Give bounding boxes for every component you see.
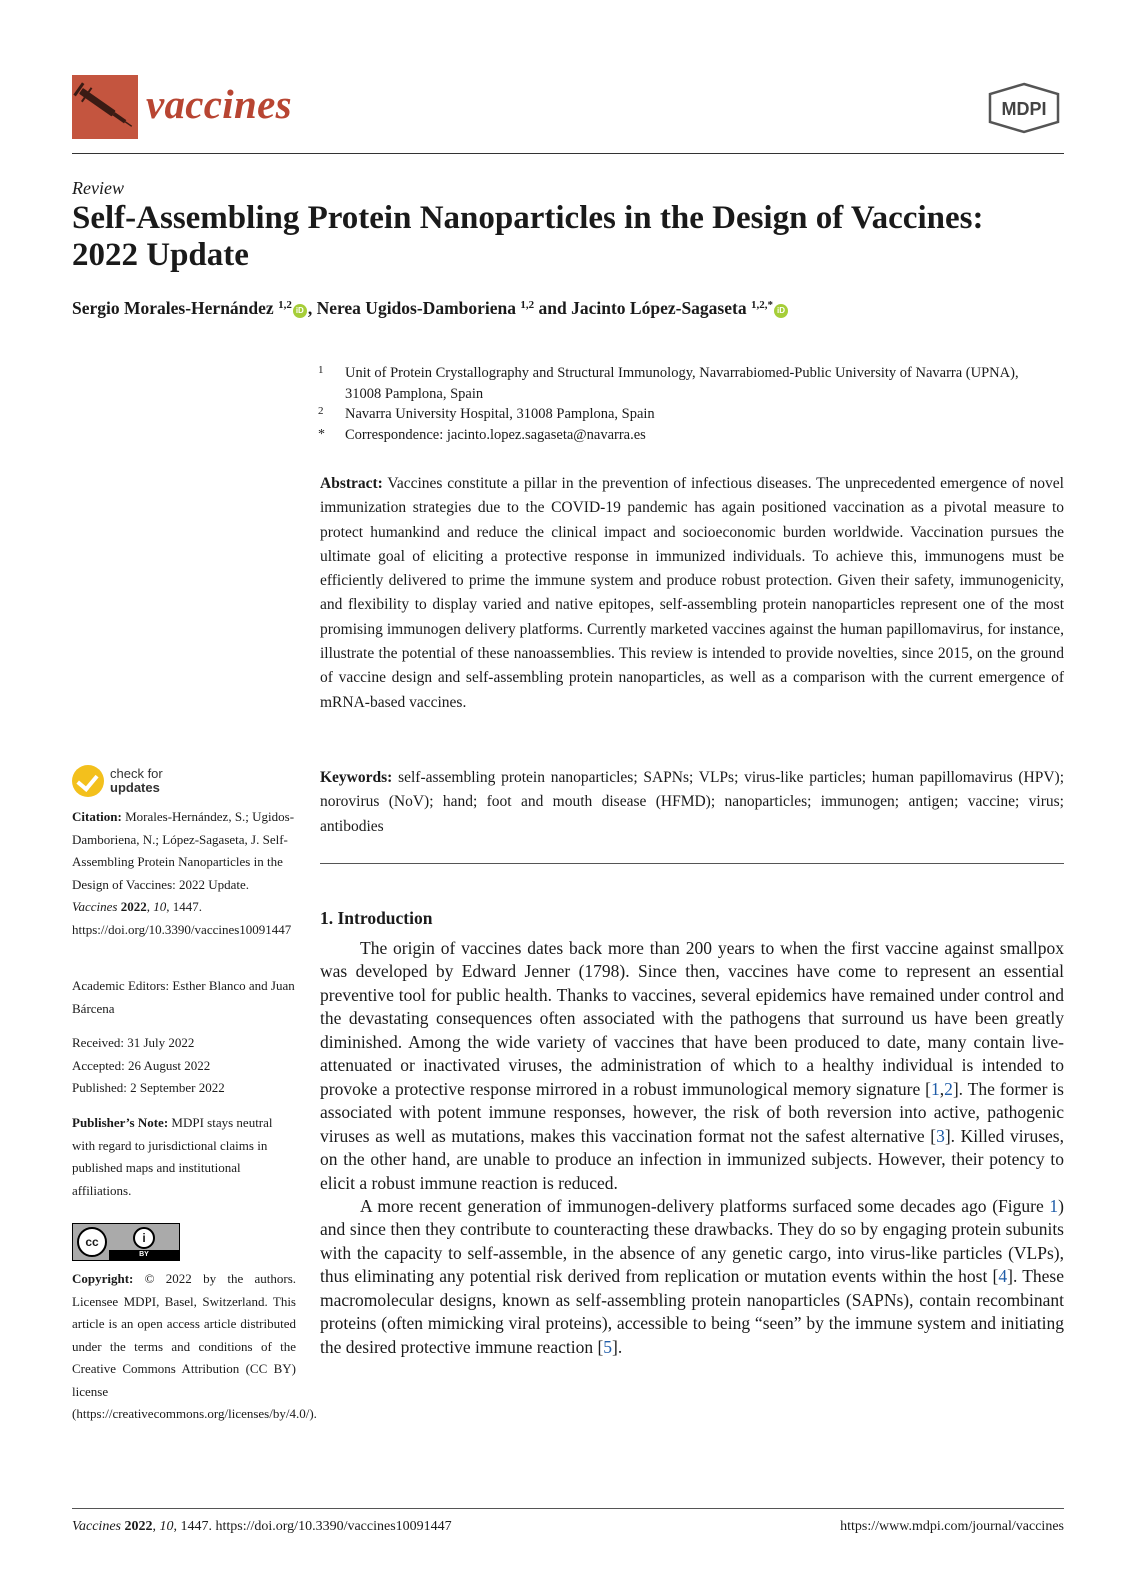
orcid-icon[interactable]: iD: [293, 304, 307, 318]
body-text: ,: [939, 1078, 945, 1099]
mdpi-logo-text: MDPI: [1001, 99, 1047, 119]
author-name: Jacinto López-Sagaseta: [571, 298, 751, 318]
abstract-label: Abstract:: [320, 475, 383, 492]
by-label: BY: [109, 1250, 179, 1260]
academic-editors: Academic Editors: Esther Blanco and Juan Bárcena: [72, 978, 295, 1016]
body-paragraph: [320, 1195, 1064, 1359]
section-divider: [320, 863, 1064, 864]
affiliation-text: Correspondence: jacinto.lopez.sagaseta@navarra.es: [345, 426, 646, 443]
citation-year: 2022: [120, 899, 147, 914]
article-type: Review: [72, 178, 124, 198]
affiliation-item: [318, 404, 1038, 425]
affiliations: [318, 363, 1038, 445]
citation-link[interactable]: 3: [936, 1125, 945, 1146]
footer-journal: Vaccines: [72, 1519, 121, 1534]
keywords: [320, 766, 1064, 839]
check-updates-line2: updates: [110, 780, 160, 795]
citation-block: Citation: Morales-Hernández, S.; Ugidos-Damboriena, N.; López-Sagaseta, J. Self-Assembling Protein Nanoparticles in the Design of Vaccines: 2022 Update. Vaccines 2022, 10, 1447. https://doi.org/10.3390/vaccines10091447: [72, 809, 295, 937]
published-date: Published: 2 September 2022: [72, 1080, 225, 1095]
accepted-date: Accepted: 26 August 2022: [72, 1057, 211, 1073]
article-title: Self-Assembling Protein Nanoparticles in the Design of Vaccines: 2022 Update: [72, 200, 984, 273]
citation-link[interactable]: 1: [930, 1078, 940, 1099]
journal-name: vaccines: [146, 81, 292, 127]
note-label: Publisher’s Note:: [72, 1115, 169, 1130]
note-text: MDPI stays neutral with regard to jurisdictional claims in published maps and institutional affiliations.: [72, 1115, 273, 1198]
footer-doi-link[interactable]: , 1447. https://doi.org/10.3390/vaccines10091447: [173, 1519, 452, 1534]
copyright-label: Copyright:: [72, 1271, 134, 1286]
body-text: ]. These macromolecular designs, known as self-assembling protein nanoparticles (SAPNs), contain recombinant proteins (often mimicking viral proteins), accessible to being “seen” by the immune system and initiating the desired protective immune reaction [: [320, 1266, 1064, 1357]
mdpi-logo[interactable]: [986, 82, 1062, 134]
citation-link[interactable]: 1: [1049, 1195, 1059, 1216]
author-name: Sergio Morales-Hernández: [72, 298, 279, 318]
creative-commons-icon: cc: [77, 1227, 107, 1257]
body-text: A more recent generation of immunogen-delivery platforms surfaced some decades ago (Figure: [360, 1195, 1050, 1216]
author-affiliation-mark: 1,2,*: [750, 299, 773, 311]
author-separator: ,: [307, 298, 317, 318]
citation-doi[interactable]: , 1447. https://doi.org/10.3390/vaccines10091447: [72, 899, 292, 937]
copyright-text: © 2022 by the authors. Licensee MDPI, Basel, Switzerland. This article is an open access article distributed under the terms and conditions of the Creative Commons Attribution (CC BY) license (https://creativecommons.org/licenses/by/4.0/).: [72, 1271, 317, 1421]
citation-link[interactable]: 5: [603, 1336, 613, 1357]
checkmark-icon: [72, 765, 104, 797]
citation-text: Morales-Hernández, S.; Ugidos-Damboriena, N.; López-Sagaseta, J. Self-Assembling Protein Nanoparticles in the Design of Vaccines: 2022 Update.: [72, 809, 295, 892]
footer-journal-url[interactable]: https://www.mdpi.com/journal/vaccines: [840, 1519, 1064, 1534]
author-list: [72, 298, 789, 319]
citation-label: Citation:: [72, 809, 122, 824]
footer-citation: Vaccines 2022, 10, 1447. https://doi.org/10.3390/vaccines10091447: [72, 1519, 452, 1534]
affiliation-item: [318, 363, 1038, 404]
introduction-body: [320, 937, 1064, 1359]
affiliation-marker: 2: [318, 405, 324, 417]
author-separator: and: [534, 298, 572, 318]
keywords-label: Keywords:: [320, 769, 393, 786]
abstract-text: Vaccines constitute a pillar in the prevention of infectious diseases. The unprecedented emergence of novel immunization strategies due to the COVID-19 pandemic has again positioned vaccination as a pivotal measure to protect humankind and reduce the clinical impact and socioeconomic burden worldwide. Vaccination pursues the ultimate goal of eliciting a protective response in immunized individuals. To achieve this, immunogens must be efficiently delivered to prime the immune system and produce robust protection. Given their safety, immunogenicity, and flexibility to display varied and native epitopes, self-assembling protein nanoparticles represent one of the most promising immunogen delivery platforms. Currently marketed vaccines against the human papillomavirus, for instance, illustrate the potential of these nanoassemblies. This review is intended to provide novelties, since 2015, on the ground of vaccine design and self-assembling protein nanoparticles, as well as a comparison with the current emergence of mRNA-based vaccines.: [320, 475, 1064, 711]
citation-volume: 10: [153, 899, 167, 914]
cc-by-license-badge[interactable]: [72, 1223, 180, 1261]
header-divider: [72, 153, 1064, 154]
citation-link[interactable]: 4: [998, 1266, 1008, 1287]
affiliation-item: [318, 425, 1038, 446]
body-paragraph: [320, 937, 1064, 1195]
body-text: ]. Killed viruses, on the other hand, are unable to produce an infection in immunized subjects. However, their potency to elicit a robust immune reaction is reduced.: [320, 1125, 1064, 1193]
footer-volume: 10: [159, 1519, 174, 1534]
affiliation-text: Unit of Protein Crystallography and Structural Immunology, Navarrabiomed-Public University of Navarra (UPNA), 31008 Pamplona, Spain: [345, 365, 1019, 402]
author-name: Nerea Ugidos-Damboriena: [316, 298, 521, 318]
author-affiliation-mark: 1,2: [520, 299, 535, 311]
section-heading: 1. Introduction: [320, 908, 433, 928]
author-affiliation-mark: 1,2: [278, 299, 292, 311]
orcid-icon[interactable]: iD: [774, 304, 788, 318]
abstract: [320, 472, 1064, 715]
body-text: ].: [612, 1336, 623, 1357]
footer-year: 2022: [124, 1519, 153, 1534]
publication-dates: [72, 1032, 296, 1100]
citation-link[interactable]: 2: [944, 1078, 953, 1099]
body-text: ]. The former is associated with potent immune responses, however, the risk of both reversion into active, pathogenic viruses as well as mutations, makes this vaccination format not the safest alternative [: [320, 1078, 1064, 1146]
affiliation-text: Navarra University Hospital, 31008 Pamplona, Spain: [345, 406, 655, 422]
copyright-block: [72, 1268, 317, 1426]
check-updates-line1: check for: [110, 766, 163, 781]
body-text: The origin of vaccines dates back more than 200 years to when the first vaccine against smallpox was developed by Edward Jenner (1798). Since then, vaccines have come to represent an essential preventive tool for public health. Thanks to vaccines, several epidemics have remained under control and the devastating consequences often associated with the pathogens that surround us have been greatly diminished. Among the wide variety of vaccines that have been produced to date, many contain live-attenuated or inactivated viruses, the administration of which to a healthy individual is intended to provoke a protective response mirrored in a robust immunological memory signature [: [320, 938, 1064, 1099]
syringe-icon: [72, 75, 138, 139]
check-for-updates-badge[interactable]: [72, 765, 212, 805]
citation-journal: Vaccines: [72, 899, 118, 914]
keywords-text: self-assembling protein nanoparticles; SAPNs; VLPs; virus-like particles; human papillomavirus (HPV); norovirus (NoV); hand; foot and mouth disease (HFMD); nanoparticles; immunogen; antigen; vaccine; virus; antibodies: [320, 769, 1065, 835]
footer-divider: [72, 1508, 1064, 1509]
affiliation-marker: *: [318, 426, 325, 442]
journal-logo: [72, 75, 138, 139]
attribution-person-icon: i: [133, 1227, 155, 1249]
publishers-note: [72, 1112, 296, 1202]
received-date: Received: 31 July 2022: [72, 1035, 195, 1050]
affiliation-marker: 1: [318, 364, 324, 376]
body-text: ) and since then they contribute to counteracting these drawbacks. They do so by engaging protein subunits with the capacity to self-assemble, in the absence of any genetic cargo, into virus-like particles (VLPs), thus eliminating any potential risk derived from replication or mutation events within the host [: [320, 1195, 1064, 1287]
